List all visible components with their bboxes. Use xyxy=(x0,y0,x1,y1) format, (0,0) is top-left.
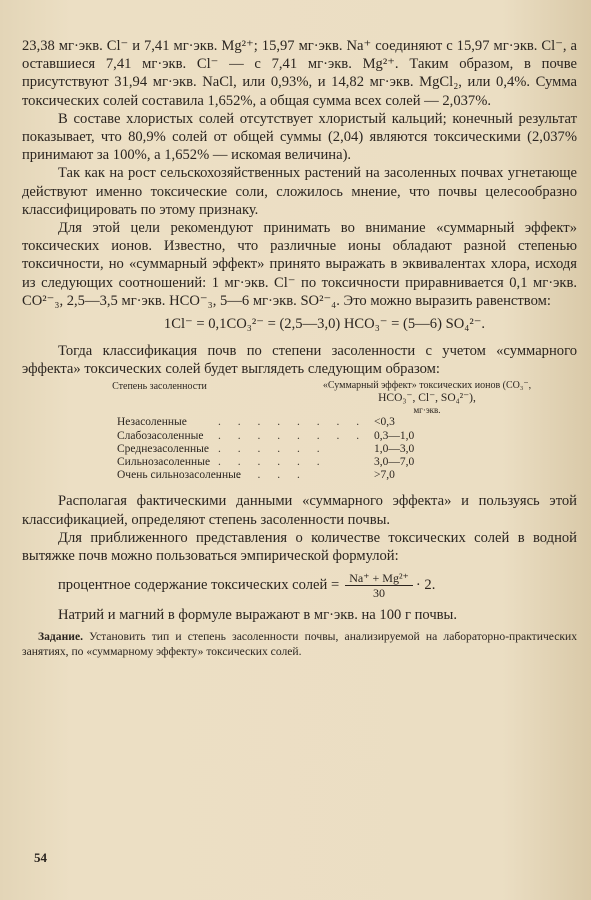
row-leader-dots: . . . . . . xyxy=(218,456,327,469)
row-value: 0,3—1,0 xyxy=(374,429,415,442)
paragraph-chloride-result: В составе хлористых солей отсутствует хлористый кальций; конечный результат показывает, что 80,9% солей от общей суммы (2,04) являются токсическими (2,037% принимают за 100%, а 1,652% — искомая величина). xyxy=(22,110,577,164)
header-salinity-degree: Степень засоленности xyxy=(112,381,207,393)
table-row xyxy=(22,430,577,443)
header-summary-effect-line2: HCO₃⁻, Cl⁻, SO₄²⁻), xyxy=(378,392,476,405)
row-value: 3,0—7,0 xyxy=(374,456,415,469)
paragraph-empirical-formula: Для приближенного представления о количестве токсических солей в водной вытяжке почв можно пользоваться эмпирической формулой: xyxy=(22,529,577,565)
row-label: Незасоленные xyxy=(117,416,187,429)
table-row xyxy=(22,469,577,482)
table-header xyxy=(22,380,577,416)
assignment-label: Задание. xyxy=(38,630,83,644)
assignment-note xyxy=(22,630,577,659)
assignment-text: Установить тип и степень засоленности почвы, анализируемой на лабораторно-практических занятиях, по «суммарному эффекту» токсических солей. xyxy=(22,630,577,658)
row-label: Сильнозасоленные xyxy=(117,456,211,469)
formula-denominator: 30 xyxy=(373,586,386,601)
row-label: Слабозасоленные xyxy=(117,429,204,442)
paragraph-toxic-salts: Так как на рост сельскохозяйственных растений на засоленных почвах угнетающе действуют именно токсические соли, сложилось мнение, что почвы целесообразно классифицировать по этому признаку. xyxy=(22,165,577,218)
header-summary-effect-unit: мг·экв. xyxy=(413,405,441,416)
row-label: Среднезасоленные xyxy=(117,442,209,455)
table-row xyxy=(22,416,577,429)
row-value: <0,3 xyxy=(374,416,395,429)
toxic-salts-formula xyxy=(22,571,577,600)
header-summary-effect xyxy=(277,380,577,416)
paragraph-salts-calculation: 23,38 мг·экв. Cl⁻ и 7,41 мг·экв. Mg²⁺; 15,97 мг·экв. Na⁺ соединяют с 15,97 мг·экв. Cl⁻, а оставшиеся 7,41 мг·экв. Cl⁻ — с 7,41 мг·экв. Mg²⁺. Таким образом, в почве присутствуют 31,94 мг·экв. NaCl, или 0,93%, и 14,82 мг·экв. MgCl₂, или 0,4%. Сумма токсических солей составила 1,652%, а общая сумма всех солей — 2,037%. xyxy=(22,38,577,109)
equivalence-equation: 1Cl⁻ = 0,1CO₃²⁻ = (2,5—3,0) HCO₃⁻ = (5—6) SO₄²⁻. xyxy=(163,316,486,333)
table-row xyxy=(22,456,577,469)
paragraph-using-classification: Располагая фактическими данными «суммарного эффекта» и пользуясь этой классификацией, определяют степень засоленности почвы. xyxy=(22,493,577,528)
row-label: Очень сильнозасоленные xyxy=(117,469,241,482)
row-leader-dots: . . . . . . . . xyxy=(218,416,367,429)
salinity-classification-table xyxy=(22,380,577,482)
paragraph-summary-effect: Для этой цели рекомендуют принимать во внимание «суммарный эффект» токсических ионов. Известно, что различные ионы обладают разной степенью токсичности, но «суммарный эффект» принято выражать в эквивалентах хлора, исходя из следующих соотношений: 1 мг·экв. Cl⁻ по токсичности приравнивается 0,1 мг·экв. CO²⁻₃, 2,5—3,5 мг·экв. HCO⁻₃, 5—6 мг·экв. SO²⁻₄. Это можно выразить равенством: xyxy=(22,220,577,309)
formula-tail: · 2. xyxy=(415,577,436,594)
formula-label: процентное содержание токсических солей = xyxy=(58,577,340,594)
row-value: 1,0—3,0 xyxy=(374,442,415,455)
formula-numerator: Na⁺ + Mg²⁺ xyxy=(345,571,413,586)
page-number: 54 xyxy=(34,850,47,865)
row-leader-dots: . . . . . xyxy=(218,469,307,482)
row-leader-dots: . . . . . . . . xyxy=(218,429,367,442)
row-value: >7,0 xyxy=(374,469,395,482)
formula-fraction xyxy=(345,571,413,600)
row-leader-dots: . . . . . . xyxy=(218,442,327,455)
table-row xyxy=(22,443,577,456)
header-summary-effect-line1: «Суммарный эффект» токсических ионов (CO₃⁻, xyxy=(322,380,532,392)
paragraph-classification-intro: Тогда классификация почв по степени засоленности с учетом «суммарного эффекта» токсических солей будет выглядеть следующим образом: xyxy=(22,343,577,378)
paragraph-units-note: Натрий и магний в формуле выражают в мг·экв. на 100 г почвы. xyxy=(58,607,458,624)
